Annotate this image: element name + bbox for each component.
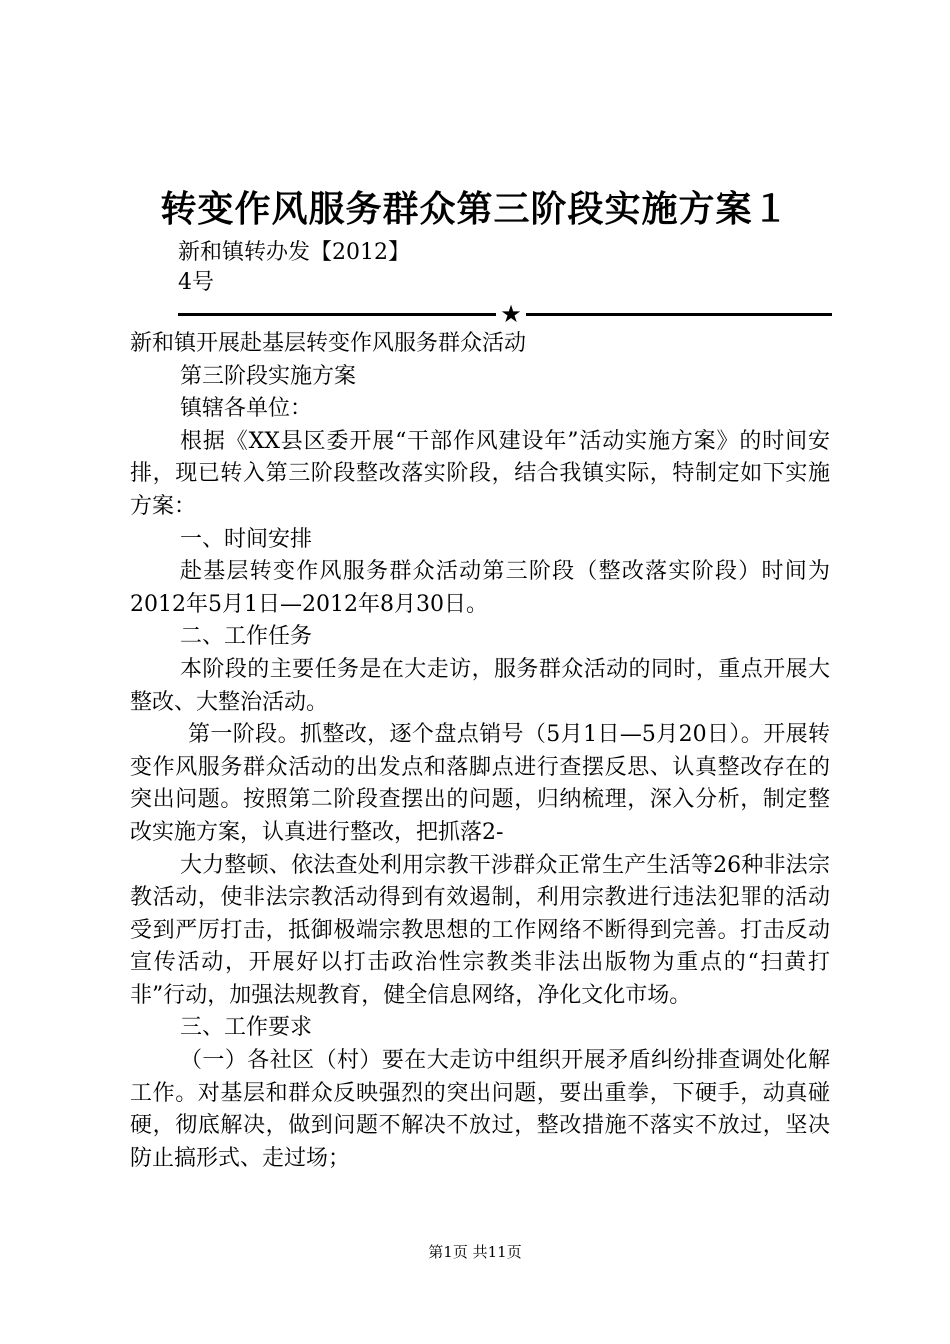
- section-heading-tasks: 二、工作任务: [180, 624, 313, 650]
- document-number-line-2: 4号: [178, 270, 214, 295]
- body-heading-line-2: 第三阶段实施方案: [180, 363, 357, 389]
- section-heading-schedule: 一、时间安排: [180, 526, 313, 552]
- divider-line-left: [178, 313, 496, 316]
- phase-one-paragraph: 第一阶段。抓整改，逐个盘点销号（5月1日—5月20日）。开展转变作风服务群众活动的出发点和落脚点进行查摆反思、认真整改存在的突出问题。按照第二阶段查摆出的问题，归纳梳理，深入分析，制定整改实施方案，认真进行整改，把抓落2-: [130, 722, 830, 845]
- document-title: 转变作风服务群众第三阶段实施方案１: [160, 188, 790, 230]
- section-heading-requirements: 三、工作要求: [180, 1015, 313, 1041]
- schedule-paragraph: 赴基层转变作风服务群众活动第三阶段（整改落实阶段）时间为2012年5月1日—2012年8月30日。: [130, 559, 830, 617]
- divider-line-right: [526, 313, 832, 316]
- body-heading-line-1: 新和镇开展赴基层转变作风服务群众活动: [130, 331, 527, 356]
- intro-paragraph: 根据《XX县区委开展“干部作风建设年”活动实施方案》的时间安排，现已转入第三阶段整改落实阶段，结合我镇实际，特制定如下实施方案：: [130, 428, 830, 519]
- requirement-one-paragraph: （一）各社区（村）要在大走访中组织开展矛盾纠纷排查调处化解工作。对基层和群众反映强烈的突出问题，要出重拳，下硬手，动真碰硬，彻底解决，做到问题不解决不放过，整改措施不落实不放过，坚决防止搞形式、走过场；: [130, 1048, 830, 1171]
- page-footer: 第1页 共11页: [428, 1243, 522, 1261]
- document-body: [130, 328, 830, 1175]
- rectification-paragraph: 大力整顿、依法查处利用宗教干涉群众正常生产生活等26种非法宗教活动，使非法宗教活动得到有效遏制，利用宗教进行违法犯罪的活动受到严厉打击，抵御极端宗教思想的工作网络不断得到完善。打击反动宣传活动，开展好以打击政治性宗教类非法出版物为重点的“扫黄打非”行动，加强法规教育，健全信息网络，净化文化市场。: [130, 852, 830, 1008]
- document-number-line-1: 新和镇转办发【2012】: [178, 240, 410, 265]
- salutation: 镇辖各单位：: [180, 396, 313, 422]
- header-divider: [178, 302, 832, 326]
- tasks-paragraph: 本阶段的主要任务是在大走访，服务群众活动的同时，重点开展大整改、大整治活动。: [130, 656, 830, 715]
- star-icon: ★: [500, 300, 522, 328]
